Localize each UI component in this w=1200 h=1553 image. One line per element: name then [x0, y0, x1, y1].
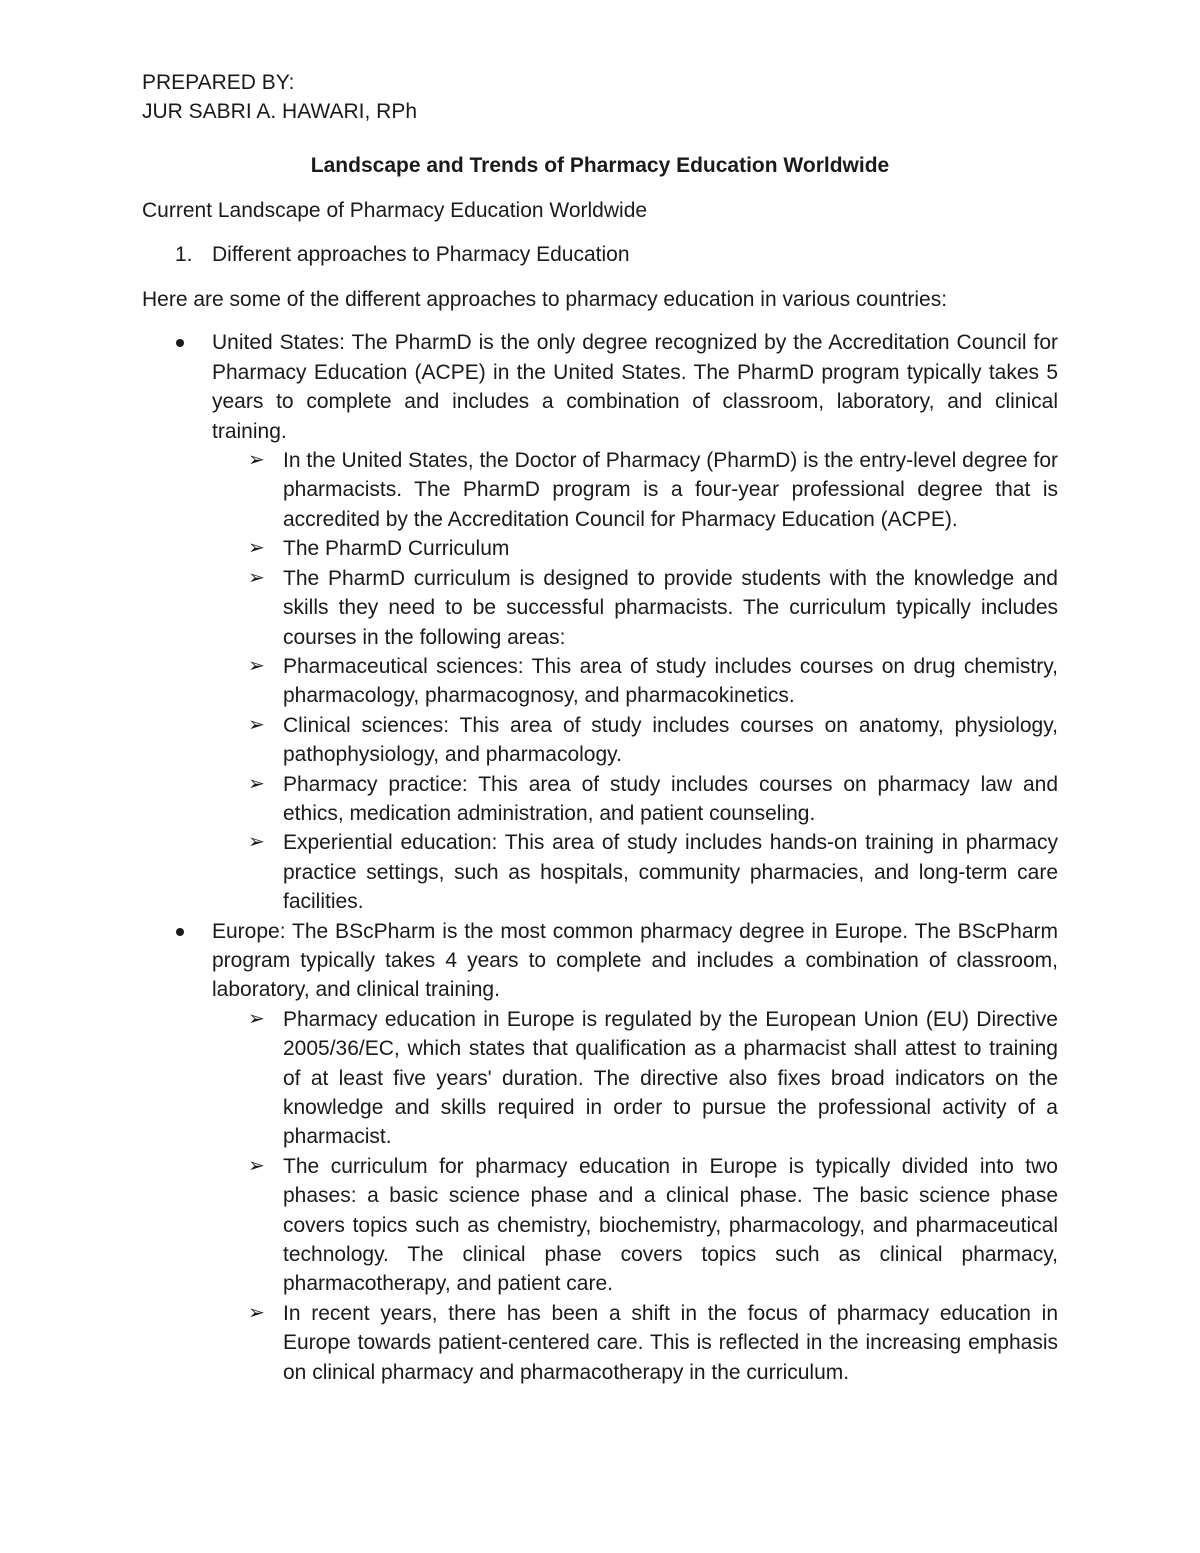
numbered-item-text: Different approaches to Pharmacy Education — [212, 242, 630, 266]
arrow-icon: ➢ — [248, 449, 265, 472]
numbered-item — [142, 240, 1058, 269]
arrow-icon: ➢ — [248, 537, 265, 560]
bullet-item-europe — [142, 917, 1058, 1388]
bullet-icon — [176, 339, 184, 347]
arrow-icon: ➢ — [248, 654, 265, 677]
bullet-item-united-states — [142, 328, 1058, 916]
arrow-item — [142, 1299, 1058, 1387]
arrow-item-text: Pharmacy practice: This area of study includes courses on pharmacy law and ethics, medication administration, and patient counseling. — [283, 772, 1058, 825]
arrow-item — [142, 828, 1058, 916]
bullet-icon — [176, 928, 184, 936]
arrow-item — [142, 446, 1058, 534]
section-subheading: Current Landscape of Pharmacy Education Worldwide — [142, 199, 648, 223]
arrow-item-text: In the United States, the Doctor of Pharmacy (PharmD) is the entry-level degree for pharmacists. The PharmD program is a four-year professional degree that is accredited by the Accreditation Council for Pharmacy Education (ACPE). — [283, 449, 1058, 531]
arrow-item-text: Pharmacy education in Europe is regulated by the European Union (EU) Directive 2005/36/EC, which states that qualification as a pharmacist shall attest to training of at least five years' duration. The directive also fixes broad indicators on the knowledge and skills required in order to pursue the professional activity of a pharmacist. — [283, 1007, 1058, 1149]
arrow-icon: ➢ — [248, 1007, 265, 1030]
numbered-list — [142, 240, 1058, 269]
bullet-list — [142, 328, 1058, 1387]
arrow-item-text: Clinical sciences: This area of study includes courses on anatomy, physiology, pathophysiology, and pharmacology. — [283, 713, 1058, 767]
arrow-item-text: The PharmD curriculum is designed to provide students with the knowledge and skills they need to be successful pharmacists. The curriculum typically includes courses in the following areas: — [283, 566, 1058, 649]
arrow-sublist — [212, 446, 1058, 917]
arrow-icon: ➢ — [248, 772, 265, 795]
arrow-sublist — [212, 1005, 1058, 1387]
arrow-item-text: In recent years, there has been a shift in the focus of pharmacy education in Europe towards patient-centered care. This is reflected in the increasing emphasis on clinical pharmacy and pharmacotherapy in the curriculum. — [283, 1301, 1058, 1384]
arrow-icon: ➢ — [248, 1301, 265, 1324]
bullet-text: Europe: The BScPharm is the most common pharmacy degree in Europe. The BScPharm program typically takes 4 years to complete and includes a combination of classroom, laboratory, and clinical training. — [212, 919, 1058, 1002]
arrow-icon: ➢ — [248, 1154, 265, 1177]
arrow-item-text: The PharmD Curriculum — [283, 537, 510, 561]
arrow-item — [142, 1152, 1058, 1299]
list-number: 1. — [175, 242, 193, 266]
arrow-item — [142, 1005, 1058, 1152]
prepared-by-block — [142, 68, 1058, 127]
arrow-item-text: Pharmaceutical sciences: This area of study includes courses on drug chemistry, pharmacology, pharmacognosy, and pharmacokinetics. — [283, 654, 1058, 708]
author-name: JUR SABRI A. HAWARI, RPh — [142, 100, 417, 124]
arrow-item — [142, 770, 1058, 829]
document-page — [142, 68, 1058, 1387]
arrow-item — [142, 564, 1058, 652]
arrow-item — [142, 652, 1058, 711]
document-title: Landscape and Trends of Pharmacy Education Worldwide — [310, 153, 890, 177]
arrow-icon: ➢ — [248, 566, 265, 589]
arrow-item — [142, 711, 1058, 770]
bullet-text: United States: The PharmD is the only degree recognized by the Accreditation Council for Pharmacy Education (ACPE) in the United States. The PharmD program typically takes 5 years to complete and includes a combination of classroom, laboratory, and clinical training. — [212, 331, 1058, 443]
arrow-icon: ➢ — [248, 713, 265, 736]
arrow-icon: ➢ — [248, 831, 265, 854]
intro-paragraph: Here are some of the different approaches to pharmacy education in various countries: — [142, 288, 948, 312]
arrow-item-text: The curriculum for pharmacy education in Europe is typically divided into two phases: a basic science phase and a clinical phase. The basic science phase covers topics such as chemistry, biochemistry, pharmacology, and pharmaceutical technology. The clinical phase covers topics such as clinical pharmacy, pharmacotherapy, and patient care. — [283, 1154, 1058, 1296]
arrow-item-text: Experiential education: This area of study includes hands-on training in pharmacy practice settings, such as hospitals, community pharmacies, and long-term care facilities. — [283, 831, 1058, 914]
arrow-item — [142, 534, 1058, 563]
prepared-by-label: PREPARED BY: — [142, 71, 295, 94]
